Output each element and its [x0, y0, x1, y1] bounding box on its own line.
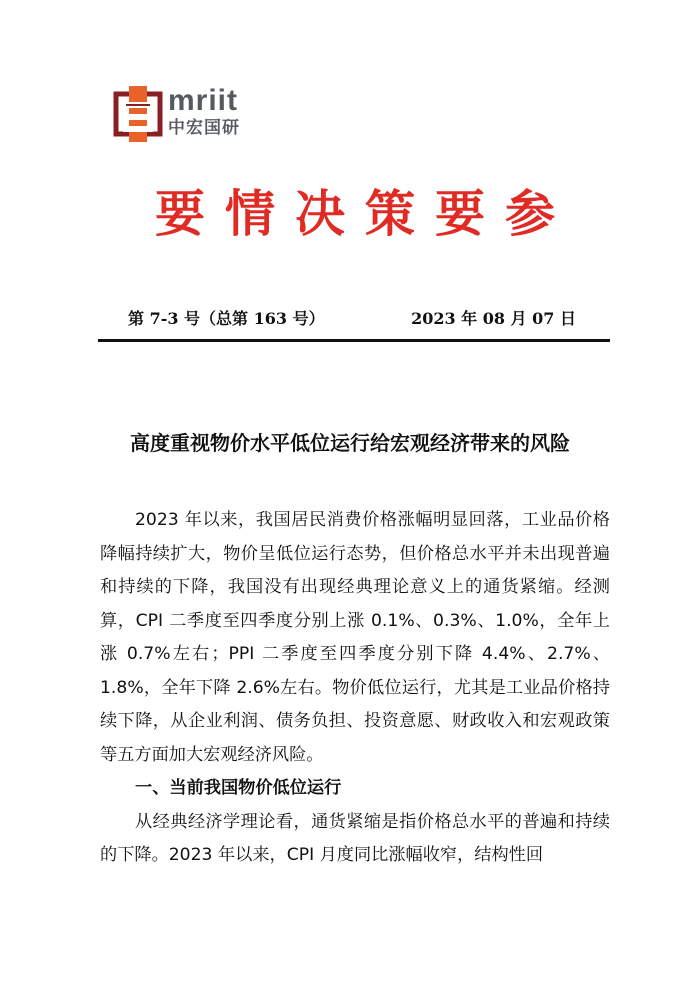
header-divider: [98, 339, 610, 342]
article-body: [100, 504, 610, 873]
article-title: 高度重视物价水平低位运行给宏观经济带来的风险: [130, 431, 570, 455]
issue-date: 2023 年 08 月 07 日: [411, 309, 576, 328]
logo: [113, 86, 253, 142]
mriit-logo-icon: [113, 86, 163, 142]
intro-paragraph: 2023 年以来，我国居民消费价格涨幅明显回落，工业品价格降幅持续扩大，物价呈低位运行态势，但价格总水平并未出现普遍和持续的下降，我国没有出现经典理论意义上的通货紧缩。经测算，CPI 二季度至四季度分别上涨 0.1%、0.3%、1.0%，全年上涨 0.7%左右；PPI 二季度至四季度分别下降 4.4%、2.7%、1.8%，全年下降 2.6%左右。物价低位运行，尤其是工业品价格持续下降，从企业利润、债务负担、投资意愿、财政收入和宏观政策等五方面加大宏观经济风险。: [100, 510, 610, 765]
logo-wordmark-english: mriit: [168, 84, 239, 117]
section-heading: 一、当前我国物价低位运行: [135, 778, 342, 798]
masthead-title: 要情决策要参: [155, 185, 575, 243]
issue-number: 第 7-3 号（总第 163 号）: [128, 309, 325, 328]
logo-wordmark-chinese: 中宏国研: [168, 118, 240, 138]
section-paragraph: 从经典经济学理论看，通货紧缩是指价格总水平的普遍和持续的下降。2023 年以来，CPI 月度同比涨幅收窄，结构性回: [100, 811, 610, 865]
